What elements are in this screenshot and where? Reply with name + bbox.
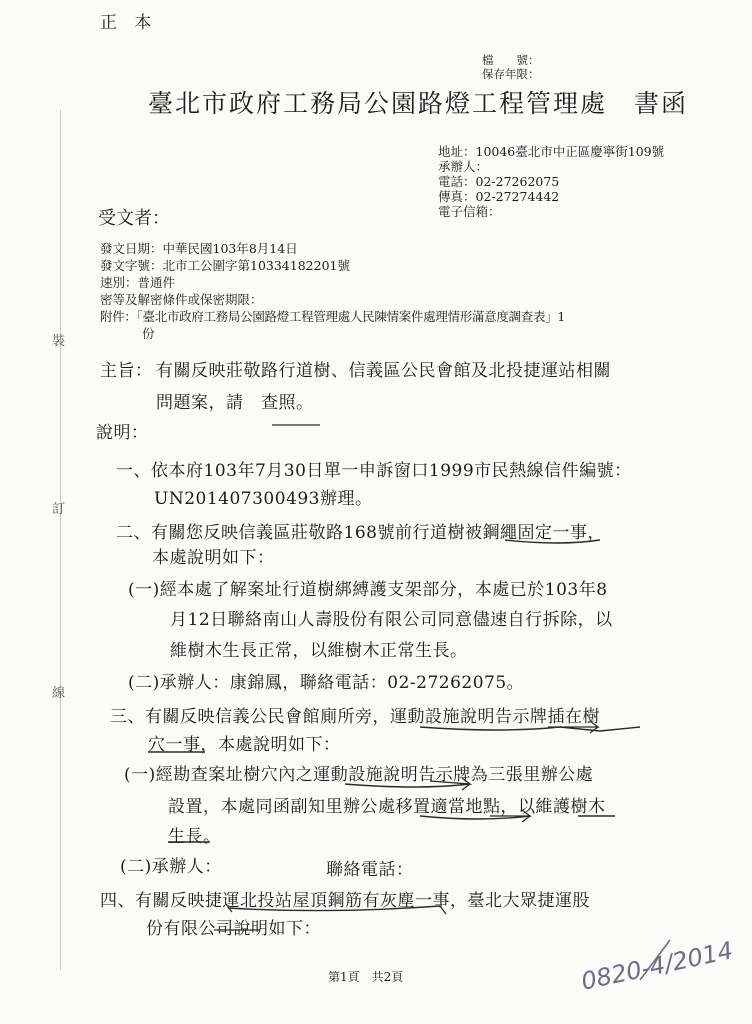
item-1-line-1: 一、依本府103年7月30日單一申訴窗口1999市民熱線信件編號： bbox=[116, 461, 632, 481]
document-number: 發文字號：北市工公圍字第10334182201號 bbox=[100, 258, 350, 273]
item-3-2-phone: 聯絡電話： bbox=[326, 860, 414, 880]
delivery-speed: 速別：普通件 bbox=[100, 275, 176, 290]
item-3-line-2: 穴一事，本處說明如下： bbox=[148, 735, 341, 755]
explanation-label: 說明： bbox=[96, 423, 149, 443]
item-3-1-line-3: 生長。 bbox=[168, 827, 221, 847]
item-2-line-1: 二、有關您反映信義區莊敬路168號前行道樹被鋼繩固定一事， bbox=[116, 523, 605, 543]
item-2-1-line-3: 維樹木生長正常，以維樹木正常生長。 bbox=[170, 641, 468, 661]
email-label: 電子信箱： bbox=[438, 204, 501, 219]
handler-label: 承辦人： bbox=[438, 159, 489, 174]
item-3-1-line-1: (一)經勘查案址樹穴內之運動設施說明告示牌為三張里辦公處 bbox=[124, 765, 594, 785]
binding-mark-1: 裝 bbox=[52, 334, 66, 349]
item-4-line-1: 四、有關反映捷運北投站屋頂鋼筋有灰塵一事，臺北大眾捷運股 bbox=[100, 891, 590, 911]
underline-item-2 bbox=[505, 540, 600, 543]
underline-item-3-1 bbox=[345, 784, 470, 787]
item-2-1-line-2: 月12日聯絡南山人壽股份有限公司同意儘速自行拆除，以 bbox=[170, 610, 613, 630]
underline-item-3 bbox=[420, 727, 640, 731]
arrow-item-3-1-line-2 bbox=[490, 810, 530, 822]
recipient-label: 受文者： bbox=[98, 208, 170, 229]
file-number-label: 檔 號： bbox=[482, 53, 540, 67]
binding-mark-3: 線 bbox=[52, 686, 66, 701]
attachment-continued: 份 bbox=[142, 326, 155, 341]
underline-item-4 bbox=[228, 906, 440, 911]
subject-line-1: 有關反映莊敬路行道樹、信義區公民會館及北投捷運站相關 bbox=[156, 361, 611, 381]
handwritten-note: 0820-4/2014 bbox=[578, 936, 736, 996]
original-copy-stamp: 正 本 bbox=[100, 13, 158, 33]
item-3-line-1: 三、有關反映信義公民會館廁所旁，運動設施說明告示牌插在樹 bbox=[110, 707, 600, 727]
page-footer: 第1頁 共2頁 bbox=[328, 970, 404, 984]
handwritten-slash bbox=[640, 940, 670, 980]
phone: 電話：02-27262075 bbox=[438, 174, 560, 189]
issue-date: 發文日期：中華民國103年8月14日 bbox=[100, 241, 298, 256]
agency-title: 臺北市政府工務局公園路燈工程管理處 書函 bbox=[148, 89, 689, 118]
secrecy-level: 密等及解密條件或保密期限： bbox=[100, 292, 263, 307]
item-4-line-2: 份有限公司說明如下： bbox=[146, 919, 321, 939]
retention-period-label: 保存年限： bbox=[482, 67, 540, 81]
item-3-1-line-2: 設置，本處同函副知里辦公處移置適當地點，以維護樹木 bbox=[168, 797, 606, 817]
subject-label: 主旨： bbox=[100, 361, 153, 381]
item-2-line-2: 本處說明如下： bbox=[152, 548, 275, 568]
attachment: 附件：「臺北市政府工務局公園路燈工程管理處人民陳情案件處理情形滿意度調查表」1 bbox=[100, 309, 566, 324]
item-1-line-2: UN201407300493辦理。 bbox=[154, 489, 373, 509]
arrow-item-3 bbox=[548, 721, 598, 733]
item-2-1-line-1: (一)經本處了解案址行道樹綁縛護支架部分，本處已於103年8 bbox=[128, 580, 608, 600]
binding-mark-2: 訂 bbox=[52, 502, 66, 517]
address: 地址：10046臺北市中正區慶寧街109號 bbox=[438, 144, 665, 159]
subject-line-2: 問題案，請 查照。 bbox=[156, 393, 314, 413]
arrow-item-3-1 bbox=[430, 778, 470, 790]
item-3-2-handler: (二)承辦人： bbox=[120, 857, 222, 877]
fax: 傳真：02-27274442 bbox=[438, 189, 560, 204]
item-2-2: (二)承辦人：康錦鳳，聯絡電話：02-27262075。 bbox=[128, 673, 525, 693]
